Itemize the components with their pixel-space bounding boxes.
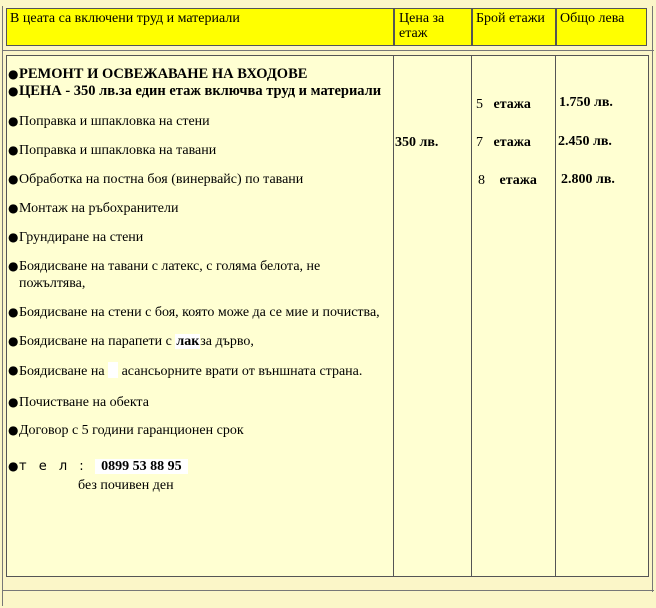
list-item: ● Почистване на обекта	[8, 395, 149, 410]
frame-right-line	[652, 6, 653, 592]
contact-note: без почивен ден	[78, 478, 174, 493]
list-item: ● Боядисване на стени с боя, която може да се мие и почиства,	[8, 305, 380, 320]
list-item: ● Боядисване на парапети с лакза дърво,	[8, 334, 254, 349]
total-7-floors: 2.450 лв.	[558, 134, 612, 149]
header-floor-count: Брой етажи	[472, 8, 556, 46]
list-item: ● Поправка и шпакловка на тавани	[8, 143, 217, 158]
bullet-icon: ●	[8, 363, 19, 377]
column-divider	[471, 55, 472, 577]
contact-phone	[8, 458, 392, 475]
bullet-icon: ●	[8, 172, 19, 186]
list-item: ● Поправка и шпакловка на стени	[8, 114, 210, 129]
phone-label: т е л :	[19, 459, 88, 474]
column-divider	[555, 55, 556, 577]
frame-left-line	[2, 6, 3, 606]
bullet-icon: ●	[8, 423, 19, 437]
bullet-icon: ●	[8, 143, 19, 157]
list-item-title: ● РЕМОНТ И ОСВЕЖАВАНЕ НА ВХОДОВЕ	[8, 66, 308, 82]
bullet-icon: ●	[8, 259, 19, 273]
blank-highlight	[108, 362, 118, 378]
frame-bottom-line	[2, 590, 654, 591]
phone-number: 0899 53 88 95	[95, 459, 188, 474]
total-8-floors: 2.800 лв.	[561, 172, 615, 187]
price-per-floor: 350 лв.	[395, 135, 439, 150]
bullet-icon: ●	[8, 114, 19, 128]
lacquer-highlight: лак	[176, 334, 200, 349]
list-item: ● Боядисване на асансьорните врати от външната страна.	[8, 363, 363, 379]
list-item: ● Обработка на постна боя (винервайс) по тавани	[8, 172, 304, 187]
floor-row: 8 етажа	[478, 173, 537, 188]
bullet-icon: ●	[8, 84, 19, 98]
bullet-icon: ●	[8, 459, 19, 473]
bullet-icon: ●	[8, 305, 19, 319]
services-list	[8, 66, 392, 494]
bullet-icon: ●	[8, 395, 19, 409]
column-divider	[393, 55, 394, 577]
bullet-icon: ●	[8, 230, 19, 244]
bullet-icon: ●	[8, 334, 19, 348]
frame-separator	[2, 50, 654, 51]
floor-row: 7 етажа	[476, 135, 531, 150]
floor-row: 5 етажа	[476, 97, 531, 112]
bullet-icon: ●	[8, 67, 19, 81]
header-description: В цеата са включени труд и материали	[6, 8, 394, 46]
list-item: ● Договор с 5 години гаранционен срок	[8, 423, 244, 438]
bullet-icon: ●	[8, 201, 19, 215]
header-total: Общо лева	[556, 8, 647, 46]
list-item: ● Грундиране на стени	[8, 230, 144, 245]
list-item: ● Монтаж на ръбохранители	[8, 201, 179, 216]
header-price-per-floor: Цена за етаж	[394, 8, 472, 46]
list-item: ● Боядисване на тавани с латекс, с голяма белота, не пожълтява,	[8, 259, 321, 291]
list-item-price-line: ● ЦЕНА - 350 лв.за един етаж включва труд и материали	[8, 83, 382, 99]
total-5-floors: 1.750 лв.	[559, 95, 613, 110]
